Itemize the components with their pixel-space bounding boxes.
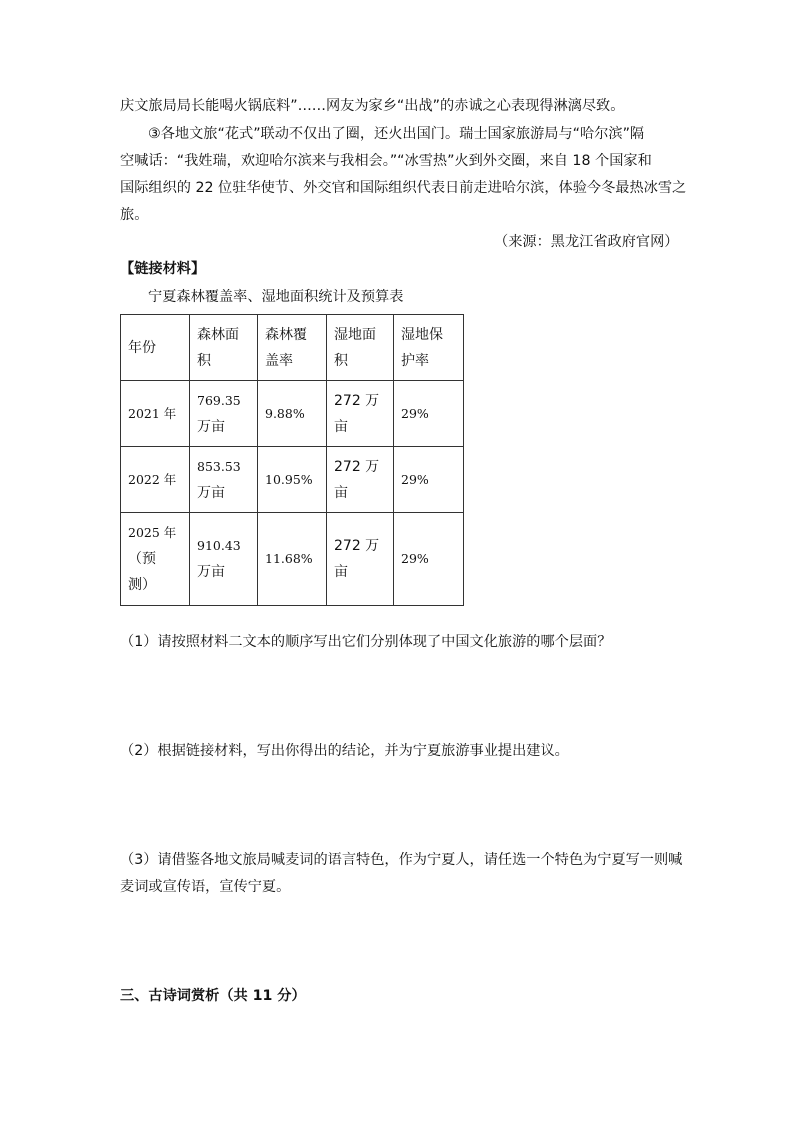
cell-coverage: 11.68%	[258, 513, 327, 606]
question-3-line-1: （3）请借鉴各地文旅局喊麦词的语言特色，作为宁夏人，请任选一个特色为宁夏写一则喊	[120, 852, 683, 868]
paragraph-line-1: 庆文旅局局长能喝火锅底料”……网友为家乡“出战”的赤诚之心表现得淋漓尽致。	[120, 98, 625, 114]
cell-forest-area: 910.43 万亩	[190, 513, 258, 606]
paragraph-line-2: ③各地文旅“花式”联动不仅出了圈，还火出国门。瑞士国家旅游局与“哈尔滨”隔	[148, 126, 645, 142]
paragraph-line-3: 空喊话：“我姓瑞，欢迎哈尔滨来与我相会。”“冰雪热”火到外交圈，来自 18 个国家和	[120, 153, 652, 169]
question-1: （1）请按照材料二文本的顺序写出它们分别体现了中国文化旅游的哪个层面？	[120, 634, 612, 650]
table-header-row	[121, 315, 464, 381]
cell-protection: 29%	[394, 381, 464, 447]
table-title: 宁夏森林覆盖率、湿地面积统计及预算表	[148, 289, 404, 305]
cell-wetland-area: 272 万 亩	[327, 513, 394, 606]
paragraph-line-5: 旅。	[120, 207, 149, 223]
cell-year: 2022 年	[121, 447, 190, 513]
cell-protection: 29%	[394, 513, 464, 606]
header-forest-area: 森林面 积	[190, 315, 258, 381]
cell-protection: 29%	[394, 447, 464, 513]
statistics-table	[120, 314, 464, 606]
cell-forest-area: 853.53 万亩	[190, 447, 258, 513]
section-3-heading: 三、古诗词赏析（共 11 分）	[120, 988, 306, 1004]
cell-year: 2025 年 （预 测）	[121, 513, 190, 606]
table-row	[121, 513, 464, 606]
header-forest-coverage: 森林覆 盖率	[258, 315, 327, 381]
source-citation: （来源：黑龙江省政府官网）	[494, 234, 679, 250]
link-material-heading: 【链接材料】	[120, 261, 206, 277]
paragraph-line-4: 国际组织的 22 位驻华使节、外交官和国际组织代表日前走进哈尔滨，体验今冬最热冰雪之	[120, 180, 687, 196]
header-year: 年份	[121, 315, 190, 381]
cell-wetland-area: 272 万 亩	[327, 381, 394, 447]
question-2: （2）根据链接材料，写出你得出的结论，并为宁夏旅游事业提出建议。	[120, 743, 569, 759]
table-row	[121, 381, 464, 447]
question-3-line-2: 麦词或宣传语，宣传宁夏。	[120, 879, 291, 895]
header-wetland-protection: 湿地保 护率	[394, 315, 464, 381]
cell-wetland-area: 272 万 亩	[327, 447, 394, 513]
header-wetland-area: 湿地面 积	[327, 315, 394, 381]
cell-coverage: 10.95%	[258, 447, 327, 513]
cell-year: 2021 年	[121, 381, 190, 447]
cell-forest-area: 769.35 万亩	[190, 381, 258, 447]
table-row	[121, 447, 464, 513]
cell-coverage: 9.88%	[258, 381, 327, 447]
